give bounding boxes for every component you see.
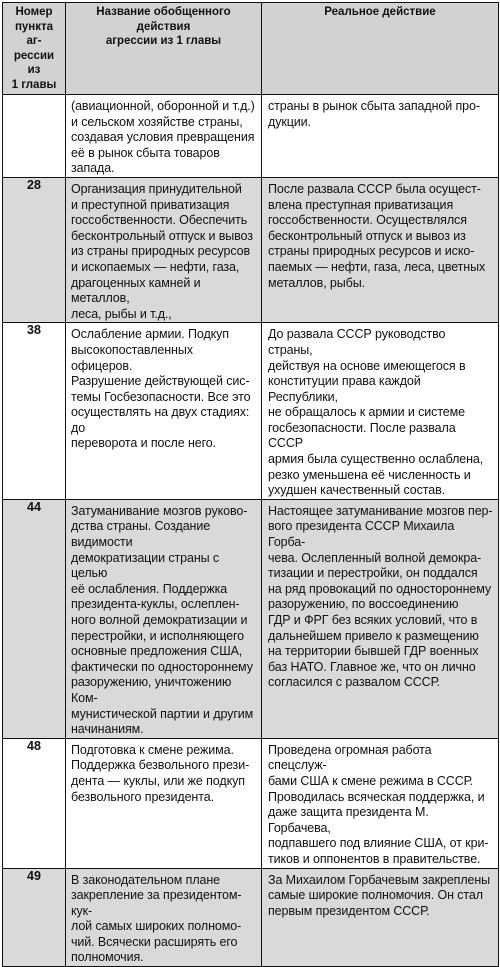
- row-real-text: Проведена огромная работа спецслуж- бами США к смене режима в СССР. Проводилась всяческая поддержка, и даже защита президента М. Горбачева, подпавшего под влияние США, от кри- тиков и оппонентов в правительстве.: [268, 742, 489, 866]
- table-header: [3, 3, 499, 95]
- row-real-text: После развала СССР была осущест- влена преступная приватизация госсобственности. Осуществлялся бесконтрольный отпуск и вывоз из страны природных ресурсов и иско- паемых — нефти, газа, леса, цветных металлов, рыбы.: [268, 181, 486, 290]
- row-real: [262, 499, 499, 738]
- row-number: [3, 95, 66, 178]
- row-action: [66, 95, 262, 178]
- row-action: [66, 868, 262, 967]
- row-real: [262, 95, 499, 178]
- aggression-table: [2, 2, 499, 967]
- row-real-text: До развала СССР руководство страны, действуя на основе имеющегося в конституции права каждой Республики, не обращалось к армии и системе госбезопасности. После развала СССР армия была существенно ослаблена, резко уменьшена её численность и ухудшен качественный состав.: [268, 327, 484, 498]
- table-row: [3, 868, 499, 967]
- header-action-name: Название обобщенного действия агрессии из 1 главы: [66, 3, 262, 95]
- row-real: [262, 738, 499, 868]
- row-action-text: Организация принудительной и преступной приватизация госсобственности. Обеспечить бесконтрольный отпуск и вывоз из страны природных ресурсов и ископаемых — нефти, газа, драгоценных камней и металлов, леса, рыбы и т.д.,: [71, 181, 253, 321]
- row-action: [66, 323, 262, 500]
- row-number: 48: [3, 738, 66, 868]
- table-row: [3, 323, 499, 500]
- header-item-number: Номер пункта аг- рессии из 1 главы: [3, 3, 66, 95]
- header-real-action: Реальное действие: [262, 3, 499, 95]
- row-real: [262, 323, 499, 500]
- row-real-text: За Михаилом Горбачевым закреплены самые широкие полномочия. Он стал первым президентом СССР.: [268, 872, 491, 918]
- row-action-text: Подготовка к смене режима. Поддержка безвольного прези- дента — куклы, или же подкуп безвольного президента.: [71, 742, 250, 804]
- row-action-text: (авиационной, оборонной и т.д.) и сельском хозяйстве страны, создавая условия превращения её в рынок сбыта товаров запада.: [71, 99, 255, 176]
- row-action-text: Затуманивание мозгов руково- дства страны. Создание видимости демократизации страны с целью её ослабления. Поддержка президента-куклы, ослеплен- ного волной демократизации и перестройки, и исполняющего основные предложения США, фактически по одностороннему разоружению, уничтожению Ком- мунистической партии и другим начинаниям.: [71, 503, 254, 737]
- row-number: 38: [3, 323, 66, 500]
- row-number: 28: [3, 177, 66, 322]
- table-row: [3, 95, 499, 178]
- row-real-text: Настоящее затуманивание мозгов пер- вого президента СССР Михаила Горба- чева. Ослепленный волной демокра- тизации и перестройки, он поддался на ряд провокаций по одностороннему разоружению, по воссоединению ГДР и ФРГ без всяких условий, что в дальнейшем привело к размещению на территории бывшей ГДР военных баз НАТО. Главное же, что он лично согласился с развалом СССР.: [268, 503, 493, 690]
- row-number: 49: [3, 868, 66, 967]
- row-action: [66, 499, 262, 738]
- row-action-text: Ослабление армии. Подкуп высокопоставленных офицеров. Разрушение действующей сис- темы Госбезопасности. Все это осуществлять на двух стадиях: до переворота и после него.: [71, 327, 251, 451]
- table-row: [3, 738, 499, 868]
- row-action: [66, 177, 262, 322]
- table-row: [3, 177, 499, 322]
- row-action-text: В законодательном плане закрепление за президентом-кук- лой самых широких полномо- чий. Всячески расширять его полномочия.: [71, 872, 242, 965]
- table-row: [3, 499, 499, 738]
- row-number: 44: [3, 499, 66, 738]
- row-real: [262, 177, 499, 322]
- row-real-text: страны в рынок сбыта западной про- дукции.: [268, 99, 480, 129]
- row-action: [66, 738, 262, 868]
- row-real: [262, 868, 499, 967]
